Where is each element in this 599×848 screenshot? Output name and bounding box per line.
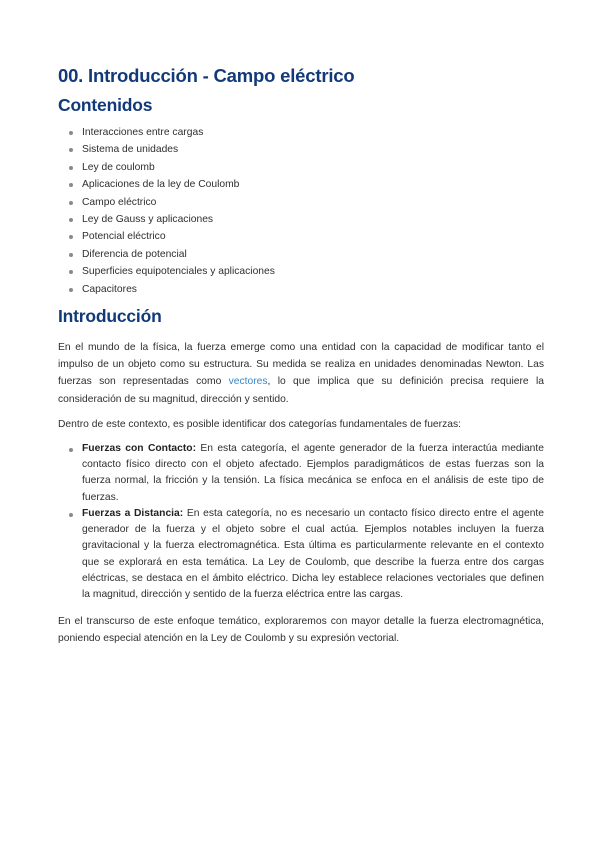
page-title: 00. Introducción - Campo eléctrico	[58, 65, 355, 86]
contents-list	[58, 124, 544, 298]
contents-item: Superficies equipotenciales y aplicaciones	[82, 263, 544, 280]
intro-text-before: En el mundo de la física, la fuerza emerge como una entidad con la capacidad de modificar tanto el impulso de un objeto como su estructura. Su medida se realiza en unidades denominadas Newton. Las fuerzas son representadas como	[58, 342, 544, 388]
contents-item: Sistema de unidades	[82, 141, 544, 158]
categories-intro-paragraph: Dentro de este contexto, es posible identificar dos categorías fundamentales de fuerzas:	[58, 418, 461, 430]
force-category-item	[82, 506, 544, 603]
introduction-heading: Introducción	[58, 306, 162, 327]
intro-paragraph	[58, 339, 544, 408]
contents-item: Capacitores	[82, 281, 544, 298]
contents-item: Potencial eléctrico	[82, 228, 544, 245]
intro-text-after: , lo que implica que su definición precisa requiere la consideración de su magnitud, dirección y sentido.	[58, 376, 544, 405]
category-term: Fuerzas a Distancia:	[82, 507, 184, 519]
contents-item: Ley de coulomb	[82, 159, 544, 176]
contents-item: Aplicaciones de la ley de Coulomb	[82, 176, 544, 193]
category-description: En esta categoría, el agente generador de la fuerza interactúa mediante contacto físico directo con el objeto afectado. Ejemplos paradigmáticos de estas fuerzas son la fuerza normal, la fricción y la tensión. La física mecánica se enfoca en el análisis de este tipo de fuerzas.	[82, 443, 544, 503]
contents-heading: Contenidos	[58, 95, 153, 115]
category-term: Fuerzas con Contacto:	[82, 443, 196, 455]
conclusion-paragraph: En el transcurso de este enfoque temático, exploraremos con mayor detalle la fuerza electromagnética, poniendo especial atención en la Ley de Coulomb y su expresión vectorial.	[58, 616, 544, 645]
document-content	[58, 64, 544, 648]
contents-item: Diferencia de potencial	[82, 246, 544, 263]
force-categories-list	[58, 441, 544, 603]
contents-item: Interacciones entre cargas	[82, 124, 544, 141]
vectores-link[interactable]: vectores	[228, 376, 268, 388]
category-description: En esta categoría, no es necesario un contacto físico directo entre el agente generador de la fuerza y el objeto sobre el cual actúa. Ejemplos notables incluyen la fuerza gravitacional y la fuerza electromagnética. Esta última es particularmente relevante en el contexto que se explorará en esta temática. La Ley de Coulomb, que describe la fuerza entre dos cargas eléctricas, se destaca en el ámbito eléctrico. Dicha ley establece relaciones vectoriales que definen la magnitud, dirección y sentido de la fuerza eléctrica entre las cargas.	[82, 507, 545, 600]
force-category-item	[82, 441, 544, 506]
contents-item: Ley de Gauss y aplicaciones	[82, 211, 544, 228]
contents-item: Campo eléctrico	[82, 194, 544, 211]
